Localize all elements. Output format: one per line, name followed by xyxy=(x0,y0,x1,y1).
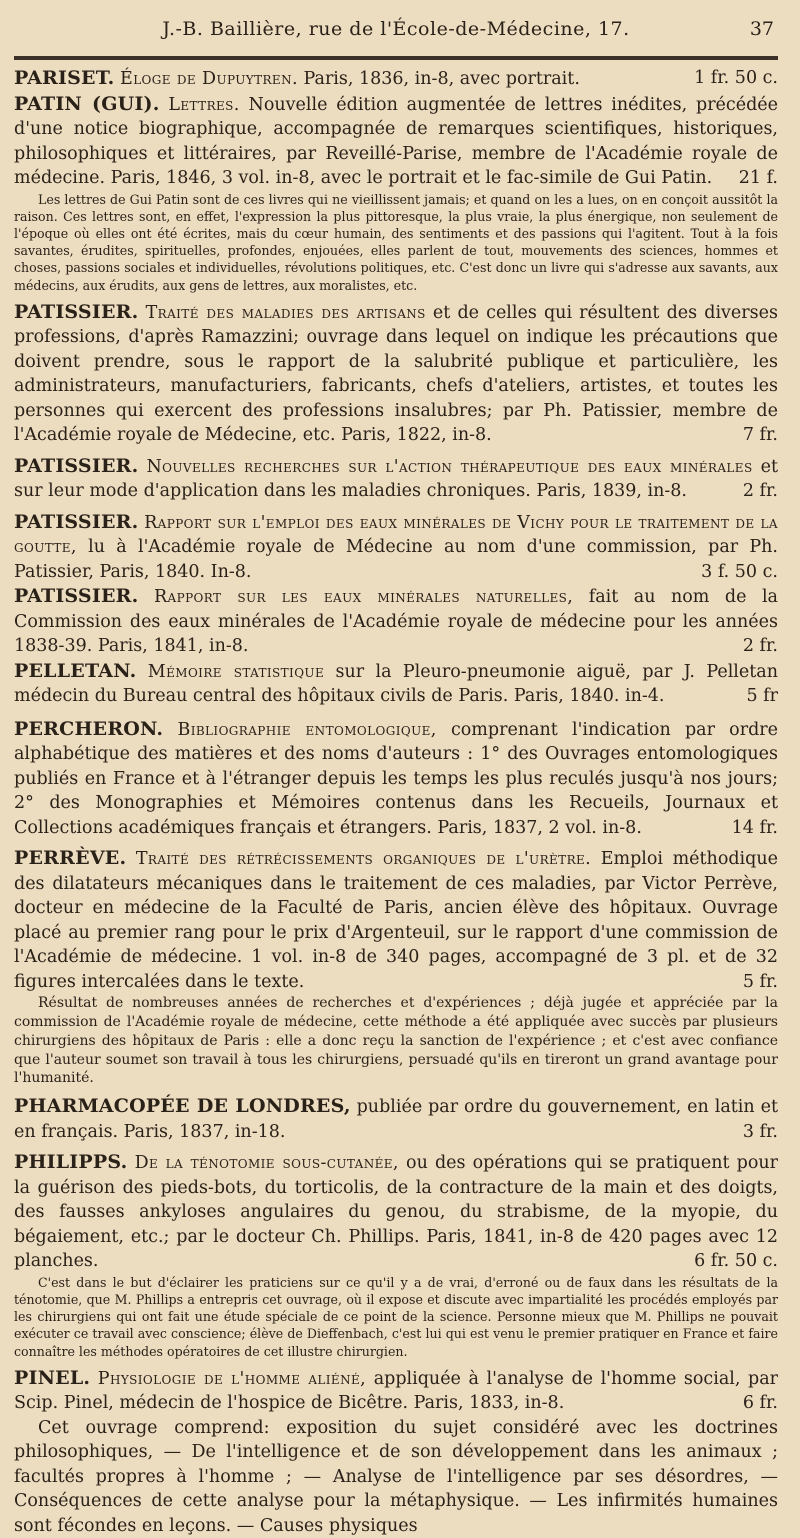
entry-description: Paris, 1836, in-8, avec portrait. xyxy=(297,69,580,89)
entry-price: 6 fr. 50 c. xyxy=(694,1251,778,1272)
catalog-entry-patissier-vichy xyxy=(14,510,778,585)
entry-price: 3 f. 50 c. xyxy=(701,561,778,582)
entry-author: PELLETAN. xyxy=(14,659,137,682)
entry-price: 14 fr. xyxy=(731,817,778,838)
running-head: J.-B. Baillière, rue de l'École-de-Médecine, 17. xyxy=(162,18,630,40)
entry-title: Traité des maladies des artisans xyxy=(145,302,426,323)
catalog-entry-philipps xyxy=(14,1150,778,1360)
entry-title: Mémoire statistique xyxy=(147,661,325,682)
entry-author: PATISSIER. xyxy=(14,585,139,608)
catalog-entry-patissier-eaux xyxy=(14,584,778,659)
entry-note: Les lettres de Gui Patin sont de ces livres qui ne vieillissent jamais; et quand on les a lues, on en conçoit aussitôt la raison. Ces lettres sont, en effet, l'expression la plus pittoresque, la plus vraie, la plus énergique, non seulement de l'époque où elles ont été écrites, mais du cœur humain, des sentiments et des passions qui l'agitent. Tout à la fois savantes, érudites, spirituelles, profondes, enjouées, elles parlent de tout, mouvements des sciences, hommes et choses, passions sociales et individuelles, révolutions politiques, etc. C'est donc un livre qui s'adresse aux savants, aux médecins, aux érudits, aux gens de lettres, aux moralistes, etc. xyxy=(14,191,778,293)
entry-note: Cet ouvrage comprend: exposition du sujet considéré avec les doctrines philosophiques, — De l'intelligence et de son développement dans les animaux ; facultés propres à l'homme ; — Analyse de l'intelligence par ses désordres, — Conséquences de cette analyse pour la métaphysique. — Les infirmités humaines sont fécondes en leçons. — Causes physiques xyxy=(14,1417,778,1536)
entry-price: 6 fr. xyxy=(742,1393,778,1414)
entry-title: Traité des rétrécissements organiques de l'urètre. xyxy=(135,849,592,870)
entry-title: Nouvelles recherches sur l'action thérapeutique des eaux minérales xyxy=(146,456,753,477)
entry-note: Résultat de nombreuses années de recherches et d'expériences ; déjà jugée et appréciée par la commission de l'Académie royale de médecine, cette méthode a été appliquée avec succès par plusieurs chirurgiens des hôpitaux de Paris : elle a donc reçu la sanction de l'expérience ; et c'est avec confiance que l'auteur soumet son travail à tous les chirurgiens, persuadé qu'ils en tireront un grand avantage pour l'humanité. xyxy=(14,995,778,1087)
entry-author: PARISET. xyxy=(14,67,115,89)
entry-price: 5 fr xyxy=(746,686,778,707)
catalog-entry-pharmacopee xyxy=(14,1094,778,1144)
entry-description: Emploi méthodique des dilatateurs mécaniques dans le traitement de ces maladies, par Victor Perrève, docteur en médecine de la Faculté de Paris, ancien élève des hôpitaux. Ouvrage placé au premier rang pour le prix d'Argenteuil, sur le rapport d'une commission de l'Académie de médecine. 1 vol. in-8 de 340 pages, accompagné de 3 pl. et de 32 figures intercalées dans le texte. xyxy=(14,849,778,992)
entry-author: PATISSIER. xyxy=(14,300,139,323)
entry-description: et de celles qui résultent des diverses professions, d'après Ramazzini; ouvrage dans lequel on indique les précautions que doivent prendre, sous le rapport de la salubrité publique et particulière, les administrateurs, manufacturiers, fabricants, chefs d'ateliers, artistes, et toutes les personnes qui exercent des professions insalubres; par Ph. Patissier, membre de l'Académie royale de Médecine, etc. Paris, 1822, in-8. xyxy=(14,302,778,446)
catalog-entry-patissier-traite xyxy=(14,300,778,448)
entry-description: lu à l'Académie royale de Médecine au nom d'une commission, par Ph. Patissier, Paris, 1840. In-8. xyxy=(14,537,778,582)
entry-author: PATISSIER. xyxy=(14,454,139,477)
entry-description: publiée par ordre du gouvernement, en latin et en français. Paris, 1837, in-18. xyxy=(14,1097,778,1142)
catalog-entry-pelletan xyxy=(14,659,778,709)
entry-title: Éloge de Dupuytren. xyxy=(120,69,298,89)
entry-title: Rapport sur les eaux minérales naturelles, xyxy=(153,587,574,608)
entry-description: comprenant l'indication par ordre alphabétique des matières et des noms d'auteurs : 1° des Ouvrages entomologiques publiés en France et à l'étranger depuis les temps les plus reculés jusqu'à nos jours; 2° des Monographies et Mémoires contenus dans les Recueils, Journaux et Collections académiques français et étrangers. Paris, 1837, 2 vol. in-8. xyxy=(14,719,778,838)
entry-price: 21 f. xyxy=(738,168,778,188)
entry-price: 7 fr. xyxy=(742,425,778,446)
entry-title: Physiologie de l'homme aliéné, xyxy=(97,1368,367,1389)
entry-author: PERRÈVE. xyxy=(14,847,127,870)
entry-description: ou des opérations qui se pratiquent pour la guérison des pieds-bots, du torticolis, de la contracture de la main et des doigts, des fausses ankyloses angulaires du genou, du strabisme, de la myopie, du bégaiement, etc.; par le docteur Ch. Phillips. Paris, 1841, in-8 de 420 pages avec 12 planches. xyxy=(14,1153,778,1272)
entry-author: PERCHERON. xyxy=(14,717,164,740)
page-number: 37 xyxy=(749,18,774,40)
catalog-entry-percheron xyxy=(14,717,778,841)
entry-description: Nouvelle édition augmentée de lettres inédites, précédée d'une notice biographique, accompagnée de remarques scientifiques, historiques, philosophiques et littéraires, par Reveillé-Parise, membre de l'Académie royale de médecine. Paris, 1846, 3 vol. in-8, avec le portrait et le fac-simile de Gui Patin. xyxy=(14,94,778,188)
catalog-entry-pinel xyxy=(14,1366,778,1538)
catalog-entry-perreve xyxy=(14,846,778,1088)
entry-description: et sur leur mode d'application dans les maladies chroniques. Paris, 1839, in-8. xyxy=(14,456,778,502)
entry-author: PINEL. xyxy=(14,1366,91,1389)
catalog-entry-patin xyxy=(14,92,778,294)
entry-title: Bibliographie entomologique, xyxy=(177,719,437,740)
page-header xyxy=(14,12,778,46)
entry-description: sur la Pleuro-pneumonie aiguë, par J. Pelletan médecin du Bureau central des hôpitaux civils de Paris. Paris, 1840. in-4. xyxy=(14,661,778,707)
entry-description: fait au nom de la Commission des eaux minérales de l'Académie royale de médecine pour les années 1838-39. Paris, 1841, in-8. xyxy=(14,587,778,657)
entry-author: PATISSIER. xyxy=(14,510,139,533)
entry-author: PATIN (GUI). xyxy=(14,92,160,115)
entry-author: PHARMACOPÉE DE LONDRES, xyxy=(14,1095,351,1118)
entry-price: 1 fr. 50 c. xyxy=(694,68,778,88)
catalog-entry-pariset xyxy=(14,66,778,92)
entry-description: appliquée à l'analyse de l'homme social, par Scip. Pinel, médecin de l'hospice de Bicêtre. Paris, 1833, in-8. xyxy=(14,1368,778,1414)
entry-price: 5 fr. xyxy=(742,971,778,992)
catalog-entry-patissier-recherches xyxy=(14,454,778,504)
entry-title: Rapport sur l'emploi des eaux minérales de Vichy pour le traitement de la goutte, xyxy=(14,512,778,558)
entry-author: PHILIPPS. xyxy=(14,1151,128,1174)
entry-note: C'est dans le but d'éclairer les praticiens sur ce qu'il y a de vrai, d'erroné ou de faux dans les résultats de la ténotomie, que M. Phillips a entrepris cet ouvrage, où il expose et discute avec impartialité les procédés employés par les chirurgiens qui ont fait une étude spéciale de ce point de la science. Personne mieux que M. Phillips ne pouvait exécuter ce travail avec conscience; élève de Dieffenbach, c'est lui qui est venu le premier pratiquer en France et faire connaître les méthodes opératoires de cet illustre chirurgien. xyxy=(14,1274,778,1359)
header-rule xyxy=(14,56,778,60)
entry-title: Lettres. xyxy=(168,94,240,115)
entry-price: 2 fr. xyxy=(742,481,778,502)
entry-price: 2 fr. xyxy=(742,636,778,657)
entry-price: 3 fr. xyxy=(742,1121,778,1142)
entry-title: De la ténotomie sous-cutanée, xyxy=(134,1153,399,1174)
